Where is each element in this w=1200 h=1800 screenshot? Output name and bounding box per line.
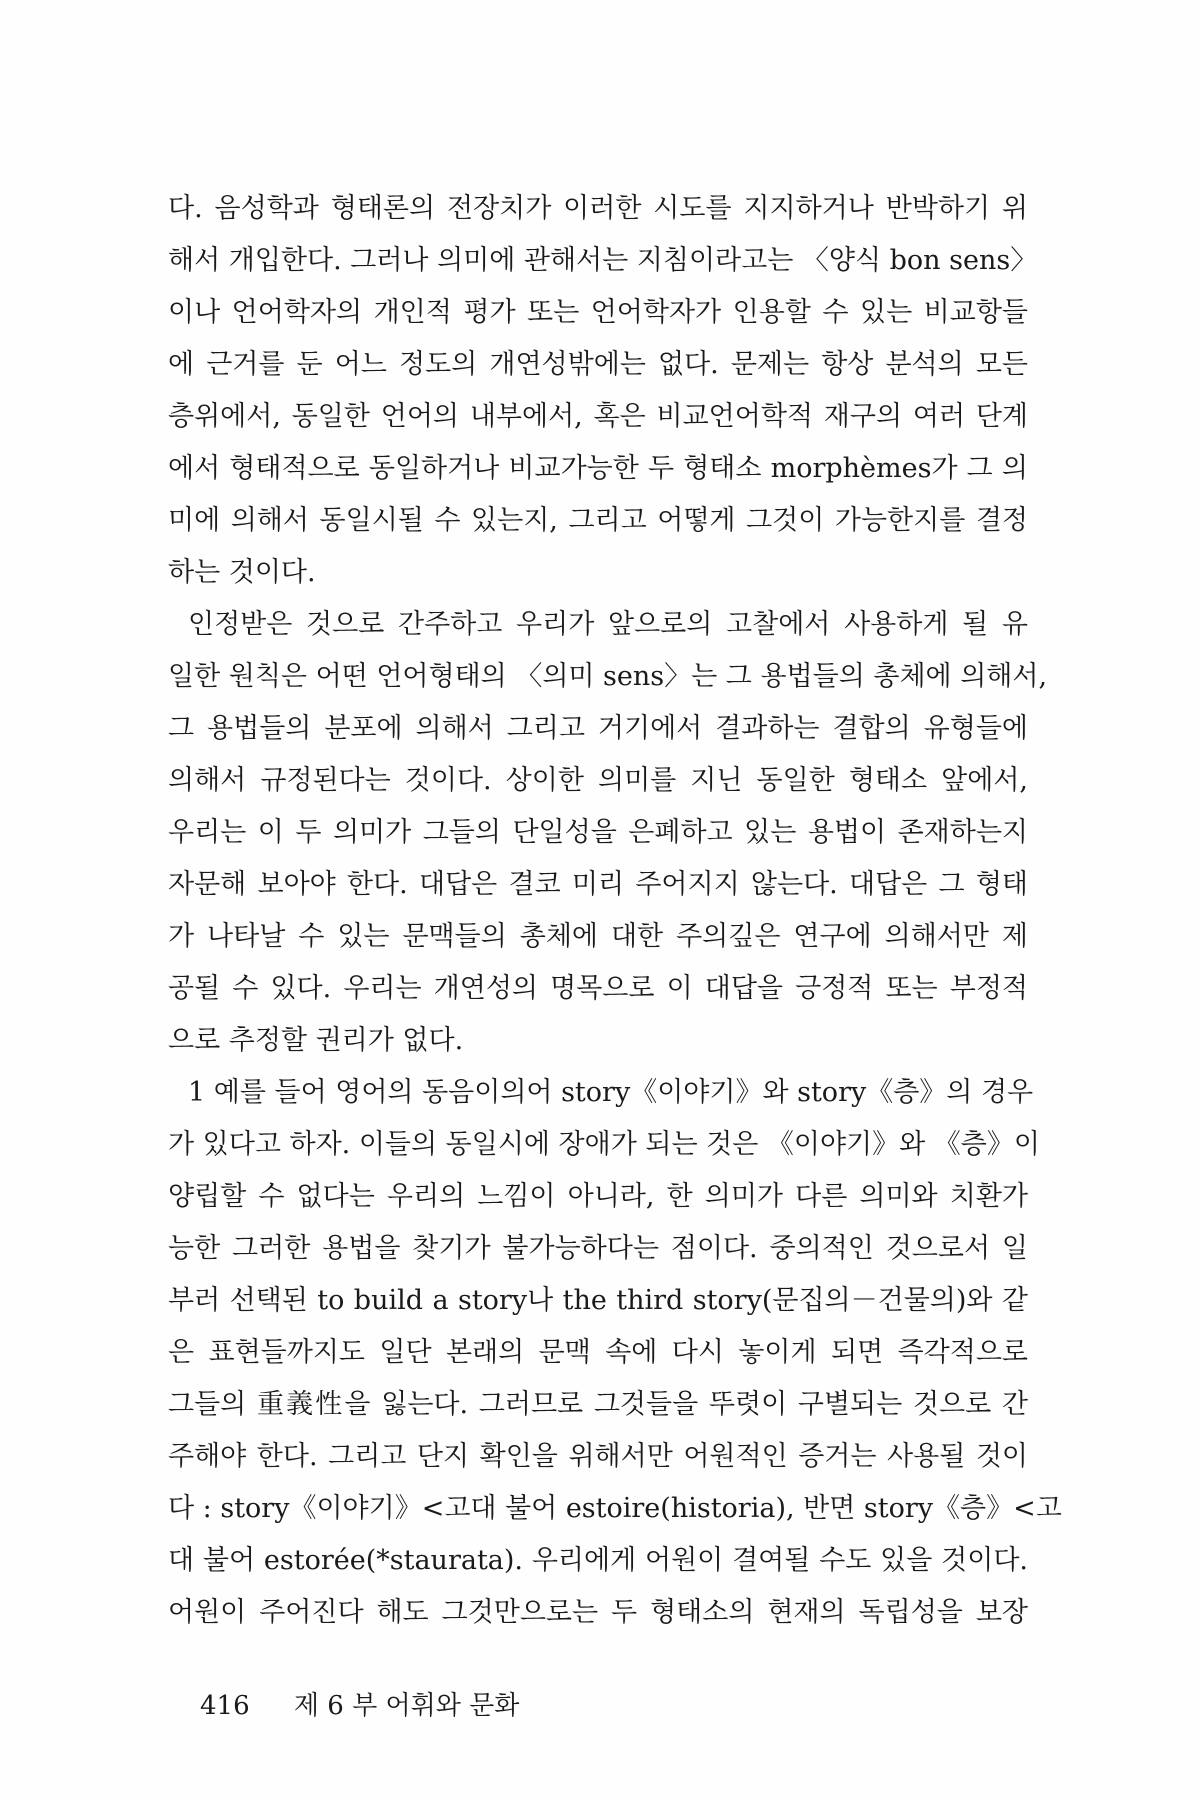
text-line: 미에 의해서 동일시될 수 있는지, 그리고 어떻게 그것이 가능한지를 결정: [168, 505, 1028, 536]
text-line: 그들의 重義性을 잃는다. 그러므로 그것들을 뚜렷이 구별되는 것으로 간: [168, 1389, 1028, 1420]
text-line: 대 불어 estorée(*staurata). 우리에게 어원이 결여될 수도 있을 것이다.: [168, 1545, 1028, 1576]
text-line: 의해서 규정된다는 것이다. 상이한 의미를 지닌 동일한 형태소 앞에서,: [168, 765, 1028, 796]
text-line: 양립할 수 없다는 우리의 느낌이 아니라, 한 의미가 다른 의미와 치환가: [168, 1181, 1028, 1212]
page-footer: [200, 1685, 519, 1722]
text-line: 가 있다고 하자. 이들의 동일시에 장애가 되는 것은 《이야기》와 《층》이: [168, 1129, 1040, 1160]
text-line: 은 표현들까지도 일단 본래의 문맥 속에 다시 놓이게 되면 즉각적으로: [168, 1337, 1028, 1368]
page-number: 416: [200, 1691, 250, 1721]
text-line: 에서 형태적으로 동일하거나 비교가능한 두 형태소 morphèmes가 그 의: [168, 453, 1028, 484]
text-line: 공될 수 있다. 우리는 개연성의 명목으로 이 대답을 긍정적 또는 부정적: [168, 973, 1028, 1004]
text-line: 그 용법들의 분포에 의해서 그리고 거기에서 결과하는 결합의 유형들에: [168, 713, 1028, 744]
text-line: 해서 개입한다. 그러나 의미에 관해서는 지침이라고는 〈양식 bon sens〉: [168, 245, 1038, 276]
text-line: 어원이 주어진다 해도 그것만으로는 두 형태소의 현재의 독립성을 보장: [168, 1597, 1028, 1628]
text-line: 주해야 한다. 그리고 단지 확인을 위해서만 어원적인 증거는 사용될 것이: [168, 1441, 1028, 1472]
text-line: 이나 언어학자의 개인적 평가 또는 언어학자가 인용할 수 있는 비교항들: [168, 297, 1028, 328]
text-line: 층위에서, 동일한 언어의 내부에서, 혹은 비교언어학적 재구의 여러 단계: [168, 401, 1028, 432]
text-line: 부러 선택된 to build a story나 the third story(문집의－건물의)와 같: [168, 1285, 1028, 1316]
paragraph-first-line: 1 예를 들어 영어의 동음이의어 story《이야기》와 story《층》의 경우: [188, 1077, 1034, 1108]
text-line: 다 : story《이야기》<고대 불어 estoire(historia), 반면 story《층》<고: [168, 1493, 1062, 1524]
text-line: 에 근거를 둔 어느 정도의 개연성밖에는 없다. 문제는 항상 분석의 모든: [168, 349, 1028, 380]
text-line: 가 나타날 수 있는 문맥들의 총체에 대한 주의깊은 연구에 의해서만 제: [168, 921, 1028, 952]
text-line: 자문해 보아야 한다. 대답은 결코 미리 주어지지 않는다. 대답은 그 형태: [168, 869, 1028, 900]
part-title: 제 6 부 어휘와 문화: [293, 1691, 520, 1721]
text-line: 으로 추정할 권리가 없다.: [168, 1025, 464, 1056]
text-line: 하는 것이다.: [168, 557, 316, 588]
paragraph-first-line: 인정받은 것으로 간주하고 우리가 앞으로의 고찰에서 사용하게 될 유: [188, 609, 1028, 640]
text-line: 우리는 이 두 의미가 그들의 단일성을 은폐하고 있는 용법이 존재하는지: [168, 817, 1028, 848]
text-line: 다. 음성학과 형태론의 전장치가 이러한 시도를 지지하거나 반박하기 위: [168, 193, 1028, 224]
text-line: 능한 그러한 용법을 찾기가 불가능하다는 점이다. 중의적인 것으로서 일: [168, 1233, 1028, 1264]
text-line: 일한 원칙은 어떤 언어형태의 〈의미 sens〉는 그 용법들의 총체에 의해서,: [168, 661, 1048, 692]
